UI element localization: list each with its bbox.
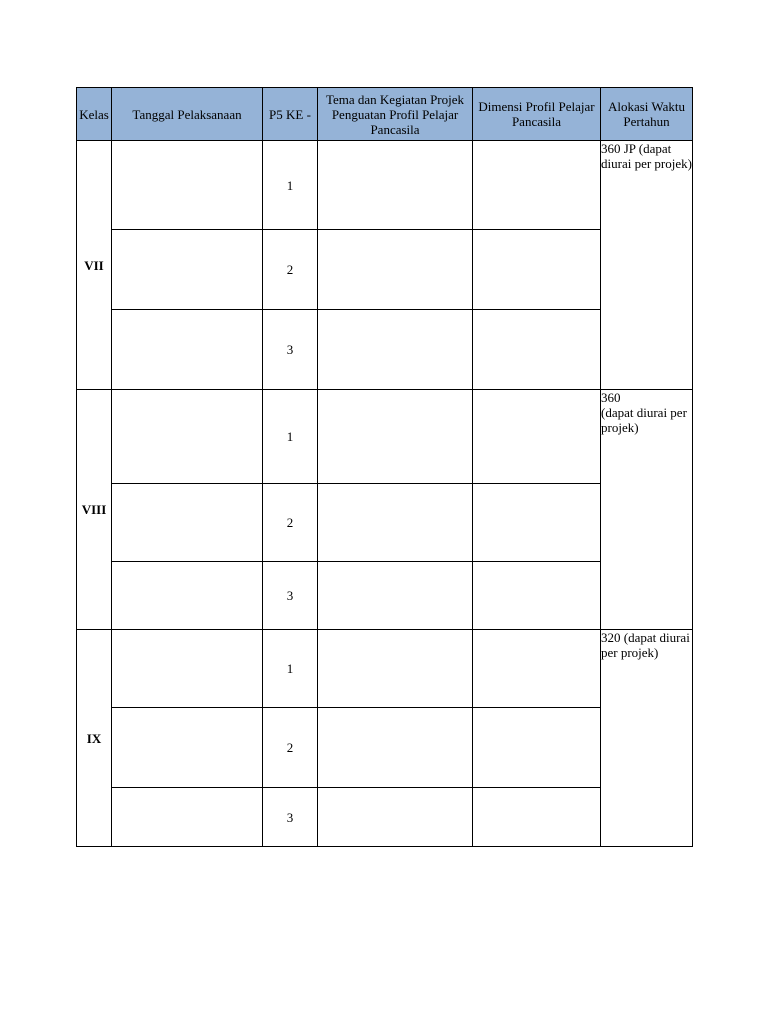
p5-number-cell: 2: [263, 484, 318, 562]
dimensi-cell: [473, 630, 601, 708]
tanggal-cell: [112, 390, 263, 484]
p5-number-cell: 1: [263, 630, 318, 708]
table-row: [77, 708, 693, 788]
alokasi-cell: [601, 630, 693, 847]
tema-cell: [318, 141, 473, 230]
alokasi-text: 360 (dapat diurai per projek): [601, 390, 687, 435]
dimensi-cell: [473, 788, 601, 847]
alokasi-cell: [601, 141, 693, 390]
table-row: [77, 562, 693, 630]
header-row: [77, 88, 693, 141]
dimensi-cell: [473, 230, 601, 310]
tema-cell: [318, 390, 473, 484]
tanggal-cell: [112, 630, 263, 708]
kelas-cell: VIII: [77, 390, 112, 630]
tema-cell: [318, 230, 473, 310]
header-dimensi-profil: Dimensi Profil Pelajar Pancasila: [473, 88, 601, 141]
header-p5-ke: P5 KE -: [263, 88, 318, 141]
table-row: [77, 310, 693, 390]
p5-number-cell: 1: [263, 141, 318, 230]
tema-cell: [318, 788, 473, 847]
table-row: [77, 484, 693, 562]
alokasi-cell: [601, 390, 693, 630]
table-row: [77, 788, 693, 847]
alokasi-text: 360 JP (dapat diurai per projek): [601, 141, 692, 171]
tema-cell: [318, 562, 473, 630]
header-tema-kegiatan: Tema dan Kegiatan Projek Penguatan Profil Pelajar Pancasila: [318, 88, 473, 141]
tanggal-cell: [112, 141, 263, 230]
table-row: [77, 141, 693, 230]
dimensi-cell: [473, 708, 601, 788]
p5-number-cell: 2: [263, 230, 318, 310]
dimensi-cell: [473, 484, 601, 562]
p5-number-cell: 3: [263, 310, 318, 390]
p5-number-cell: 3: [263, 562, 318, 630]
header-kelas: Kelas: [77, 88, 112, 141]
tanggal-cell: [112, 788, 263, 847]
header-tanggal-pelaksanaan: Tanggal Pelaksanaan: [112, 88, 263, 141]
tema-cell: [318, 484, 473, 562]
table-row: [77, 630, 693, 708]
table-row: [77, 390, 693, 484]
table-row: [77, 230, 693, 310]
dimensi-cell: [473, 141, 601, 230]
p5-schedule-table: [76, 87, 693, 847]
kelas-cell: IX: [77, 630, 112, 847]
p5-number-cell: 3: [263, 788, 318, 847]
alokasi-text: 320 (dapat diurai per projek): [601, 630, 690, 660]
tema-cell: [318, 630, 473, 708]
tanggal-cell: [112, 310, 263, 390]
tanggal-cell: [112, 484, 263, 562]
header-alokasi-waktu: Alokasi Waktu Pertahun: [601, 88, 693, 141]
tema-cell: [318, 310, 473, 390]
dimensi-cell: [473, 310, 601, 390]
p5-number-cell: 1: [263, 390, 318, 484]
dimensi-cell: [473, 562, 601, 630]
tanggal-cell: [112, 562, 263, 630]
kelas-cell: VII: [77, 141, 112, 390]
dimensi-cell: [473, 390, 601, 484]
tema-cell: [318, 708, 473, 788]
tanggal-cell: [112, 230, 263, 310]
p5-number-cell: 2: [263, 708, 318, 788]
tanggal-cell: [112, 708, 263, 788]
